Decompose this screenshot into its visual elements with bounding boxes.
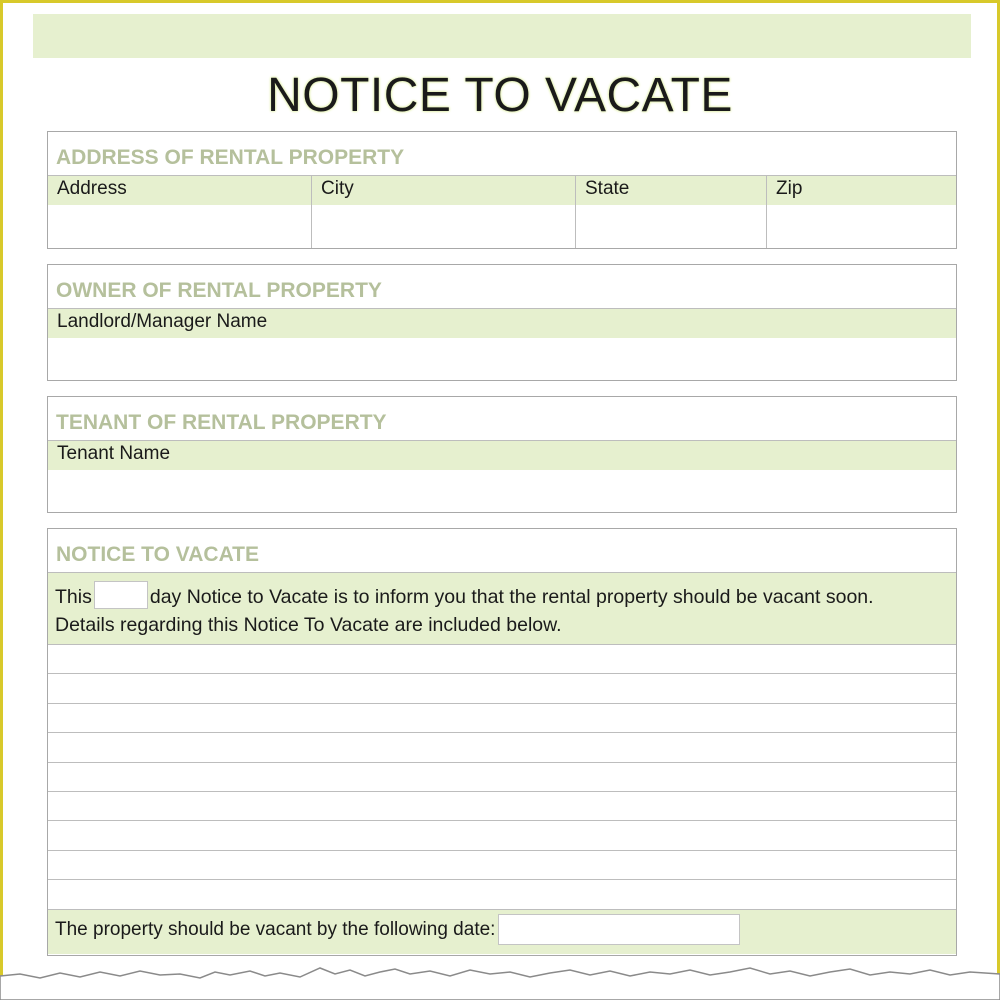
landlord-name-label: Landlord/Manager Name — [57, 311, 268, 332]
days-input[interactable] — [94, 581, 148, 609]
owner-section-heading: OWNER OF RENTAL PROPERTY — [48, 265, 956, 309]
top-band — [33, 14, 971, 58]
details-lines[interactable] — [48, 645, 956, 910]
notice-text-before: This — [55, 586, 92, 608]
city-field[interactable] — [312, 205, 576, 248]
tenant-label-row — [48, 441, 956, 470]
details-line[interactable] — [48, 763, 956, 792]
details-line[interactable] — [48, 645, 956, 674]
details-line[interactable] — [48, 851, 956, 880]
details-line[interactable] — [48, 880, 956, 909]
details-line[interactable] — [48, 821, 956, 850]
notice-line-1 — [55, 581, 956, 611]
owner-label-row — [48, 309, 956, 338]
notice-line-2: Details regarding this Notice To Vacate are included below. — [55, 614, 562, 636]
address-label: Address — [48, 176, 312, 205]
vacate-date-label: The property should be vacant by the following date: — [55, 918, 496, 940]
details-line[interactable] — [48, 704, 956, 733]
details-line[interactable] — [48, 674, 956, 703]
document-title: NOTICE TO VACATE — [267, 69, 733, 122]
state-label: State — [576, 176, 767, 205]
notice-section — [47, 528, 957, 956]
address-section-heading: ADDRESS OF RENTAL PROPERTY — [48, 132, 956, 176]
address-label-row — [48, 176, 956, 205]
landlord-name-field[interactable] — [48, 338, 956, 382]
notice-text-after: day Notice to Vacate is to inform you that the rental property should be vacant soon. — [149, 586, 874, 608]
address-section — [47, 131, 957, 249]
zip-label: Zip — [776, 178, 803, 199]
vacate-date-field[interactable] — [498, 914, 740, 945]
vacate-date-row — [48, 910, 956, 954]
tenant-section-heading: TENANT OF RENTAL PROPERTY — [48, 397, 956, 441]
address-value-row — [48, 205, 956, 248]
notice-text — [48, 573, 956, 645]
tenant-name-field[interactable] — [48, 470, 956, 514]
tenant-section — [47, 396, 957, 513]
details-line[interactable] — [48, 792, 956, 821]
address-field[interactable] — [48, 205, 312, 248]
zip-field[interactable] — [767, 205, 956, 248]
tenant-name-label: Tenant Name — [57, 443, 171, 464]
details-line[interactable] — [48, 733, 956, 762]
city-label: City — [312, 176, 576, 205]
state-field[interactable] — [576, 205, 767, 248]
owner-section — [47, 264, 957, 381]
notice-section-heading: NOTICE TO VACATE — [48, 529, 956, 573]
torn-edge-decoration — [0, 962, 1000, 1000]
